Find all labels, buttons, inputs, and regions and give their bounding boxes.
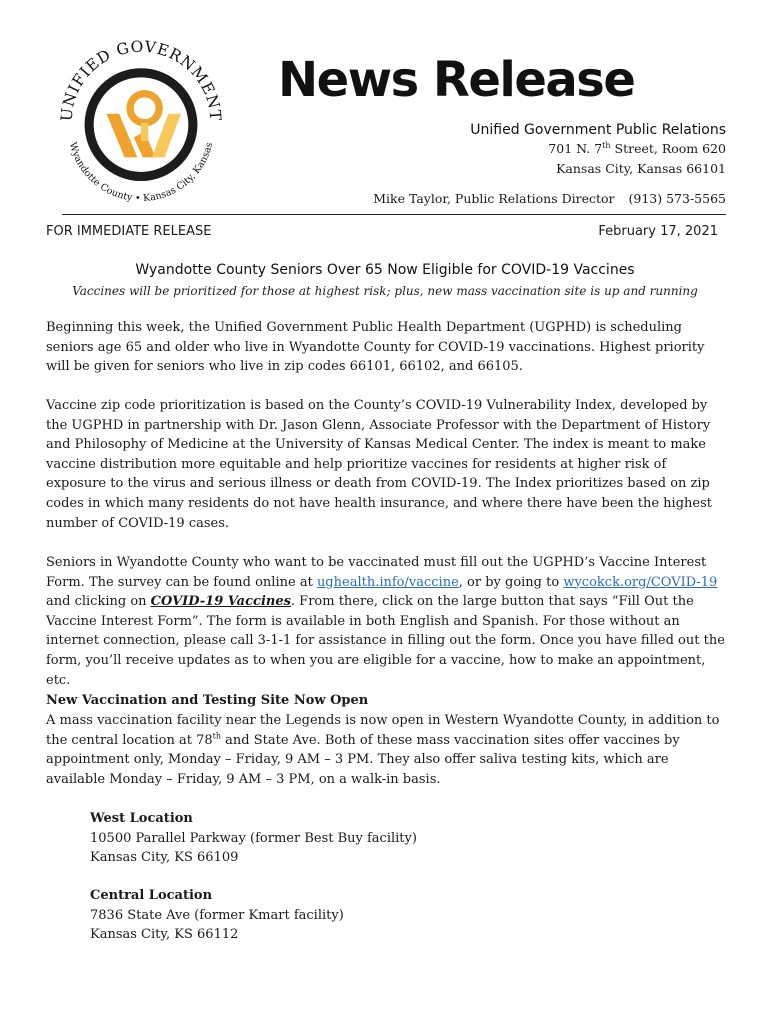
paragraph-1: Beginning this week, the Unified Government Public Health Department (UGPHD) is scheduling seniors age 65 and older who live in Wyandotte County for COVID-19 vaccinations. Highest priority will be given for seniors who live in zip codes 66101, 66102, and 66105. — [46, 320, 705, 375]
location-block-central — [90, 886, 344, 945]
paragraph-4-ordinal-suffix: th — [212, 731, 222, 741]
location-heading: Central Location — [90, 888, 213, 903]
address-ordinal-suffix: th — [602, 140, 611, 150]
vaccine-form-link[interactable]: ughealth.info/vaccine — [316, 574, 459, 590]
covid-vaccines-emphasis: COVID-19 Vaccines — [150, 594, 291, 610]
paragraph-4-text-b: and State Ave. Both of these mass vaccination sites offer vaccines by appointment only, Monday – Friday, 9 AM – 3 PM. They also offer saliva testing kits, which are available Monday – Friday, 9 AM – 3 PM, on a walk-in basis. — [46, 732, 680, 787]
logo-arc-text-top: UNIFIED GOVERNMENT — [57, 37, 225, 122]
contact-phone: (913) 573-5565 — [628, 191, 726, 206]
organization-name: Unified Government Public Relations — [470, 122, 726, 138]
contact-name: Mike Taylor, Public Relations Director — [373, 191, 615, 206]
covid-page-link[interactable]: wycokck.org/COVID-19 — [563, 574, 718, 590]
logo-arc-text-bottom: Wyandotte County • Kansas City, Kansas — [66, 141, 216, 205]
address-street-number: 701 N. 7 — [548, 141, 603, 156]
paragraph-4 — [46, 711, 726, 789]
paragraph-3 — [46, 553, 726, 690]
header-divider — [62, 214, 726, 215]
location-heading: West Location — [90, 811, 193, 826]
paragraph-4-text-a: A mass vaccination facility near the Legends is now open in Western Wyandotte County, in addition to the central location at 78 — [46, 713, 720, 748]
location-address-line-2: Kansas City, KS 66109 — [90, 850, 239, 866]
location-address-line-1: 10500 Parallel Parkway (former Best Buy facility) — [90, 830, 417, 846]
paragraph-3-text-b: , or by going to — [458, 574, 564, 590]
location-address-line-1: 7836 State Ave (former Kmart facility) — [90, 907, 344, 923]
paragraph-3-text-d: . From there, click on the large button that says “Fill Out the Vaccine Interest Form”. The form is available in both English and Spanish. For those without an internet connection, please call 3-1-1 for assistance in filling out the form. Once you have filled out the form, you’ll receive updates as to when you are eligible for a vaccine, how to make an appointment, etc. — [46, 594, 725, 688]
unified-government-logo — [50, 30, 232, 212]
location-address-line-2: Kansas City, KS 66112 — [90, 927, 239, 943]
section-heading: New Vaccination and Testing Site Now Open — [46, 693, 369, 708]
article-headline: Wyandotte County Seniors Over 65 Now Eligible for COVID-19 Vaccines — [135, 262, 635, 278]
contact-line — [373, 191, 726, 206]
release-date: February 17, 2021 — [598, 224, 718, 239]
paragraph-3-text-c: and clicking on — [46, 594, 151, 610]
paragraph-3-text-a: Seniors in Wyandotte County who want to be vaccinated must fill out the UGPHD’s Vaccine Interest Form. The survey can be found online at — [46, 555, 707, 590]
location-block-west — [90, 809, 417, 868]
page-title: News Release — [278, 52, 635, 108]
release-label: FOR IMMEDIATE RELEASE — [46, 224, 212, 239]
address-street-rest: Street, Room 620 — [610, 141, 726, 156]
address-line-1 — [548, 141, 726, 156]
address-line-2: Kansas City, Kansas 66101 — [556, 161, 726, 176]
article-subheadline: Vaccines will be prioritized for those at highest risk; plus, new mass vaccination site is up and running — [72, 284, 698, 298]
paragraph-2: Vaccine zip code prioritization is based on the County’s COVID-19 Vulnerability Index, developed by the UGPHD in partnership with Dr. Jason Glenn, Associate Professor with the Department of History and Philosophy of Medicine at the University of Kansas Medical Center. The index is meant to make vaccine distribution more equitable and help prioritize vaccines for residents at higher risk of exposure to the virus and serious illness or death from COVID-19. The Index prioritizes based on zip codes in which many residents do not have health insurance, and where there have been the highest number of COVID-19 cases. — [46, 398, 712, 531]
